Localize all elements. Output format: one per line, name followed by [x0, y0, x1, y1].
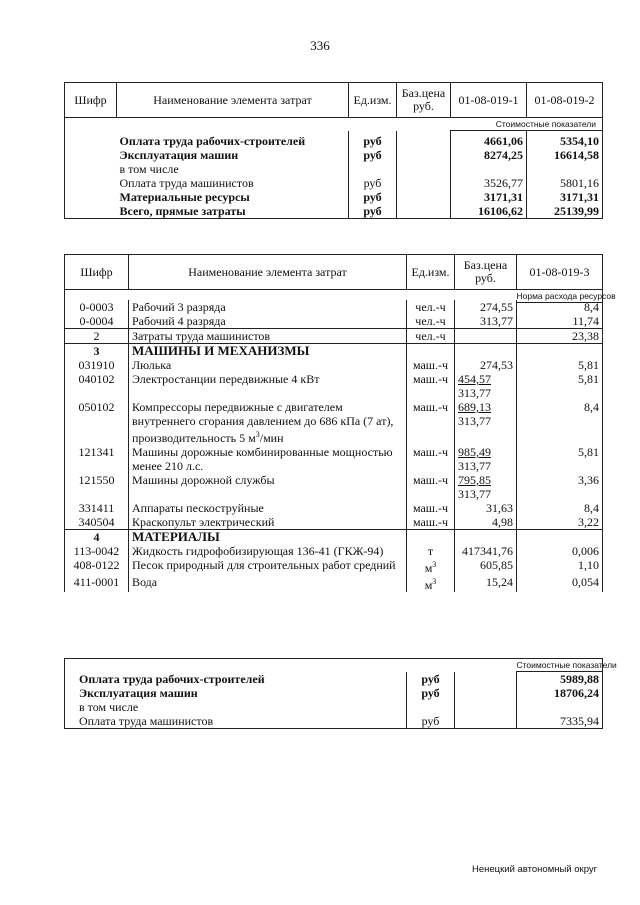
header-base-price: Баз.цена руб. — [397, 83, 451, 118]
row-name — [129, 501, 407, 515]
row-price — [455, 445, 517, 473]
row-unit — [407, 344, 455, 359]
row-price — [455, 473, 517, 501]
row-name — [129, 544, 407, 558]
resource-table-2-body — [64, 300, 603, 592]
row-price-primary: 985,49 — [458, 445, 491, 459]
table-row — [65, 714, 603, 729]
section-label-resources: Норма расхода ресурсов — [516, 291, 616, 301]
row-price — [455, 300, 517, 314]
row-value: 5,81 — [517, 372, 603, 400]
row-unit-text: т — [427, 544, 434, 558]
row-value: 18706,24 — [517, 686, 603, 700]
superscript: 3 — [432, 577, 437, 586]
row-price-primary: 31,63 — [486, 501, 513, 515]
row-name — [129, 314, 407, 329]
row-unit-text: маш.-ч — [412, 501, 449, 515]
header-code-019-1: 01-08-019-1 — [451, 83, 527, 118]
row-unit — [407, 473, 455, 501]
row-price-primary: 4,98 — [492, 515, 513, 529]
row-unit — [407, 575, 455, 592]
row-code: 031910 — [65, 358, 129, 372]
row-price-primary: 795,85 — [458, 473, 491, 487]
row-unit — [407, 314, 455, 329]
table-row — [65, 314, 603, 329]
row-value-2: 5354,10 — [527, 134, 603, 148]
row-name — [129, 473, 407, 501]
table1-header-row — [65, 83, 603, 118]
row-value: 11,74 — [517, 314, 603, 329]
section-label-row — [65, 659, 603, 672]
cost-table-2 — [64, 658, 617, 729]
row-name: в том числе — [65, 700, 407, 714]
table-row — [65, 515, 603, 530]
row-name-tail: /мин — [259, 431, 284, 445]
table2-header-row — [65, 255, 603, 290]
row-unit — [407, 501, 455, 515]
row-unit: руб — [349, 190, 397, 204]
row-value-1: 16106,62 — [451, 204, 527, 219]
row-value: 8,4 — [517, 501, 603, 515]
row-name-text: Рабочий 4 разряда — [132, 314, 226, 328]
table-row — [65, 700, 603, 714]
row-unit: руб — [349, 148, 397, 162]
row-price-primary: 313,77 — [480, 314, 513, 328]
row-name-text: Аппараты пескоструйные — [132, 501, 264, 515]
table-row — [65, 148, 603, 162]
table-row — [65, 344, 603, 359]
row-price — [455, 558, 517, 575]
superscript: 3 — [432, 560, 437, 569]
section-label-cost: Стоимостные показатели — [451, 118, 603, 131]
row-code: 040102 — [65, 372, 129, 400]
row-unit — [407, 358, 455, 372]
row-unit-text: м — [424, 561, 433, 575]
table-row — [65, 204, 603, 219]
table-row — [65, 558, 603, 575]
row-unit — [407, 300, 455, 314]
section-label-cost: Стоимостные показатели — [516, 660, 617, 670]
row-value: 1,10 — [517, 558, 603, 575]
row-name: Оплата труда рабочих-строителей — [119, 133, 306, 148]
row-price — [455, 530, 517, 545]
row-code: 121550 — [65, 473, 129, 501]
row-name — [129, 558, 407, 575]
row-value: 3,22 — [517, 515, 603, 530]
row-value-2: 16614,58 — [527, 148, 603, 162]
cost-table-1 — [64, 82, 603, 219]
row-value-2: 25139,99 — [527, 204, 603, 219]
row-name-text: МАШИНЫ И МЕХАНИЗМЫ — [132, 343, 310, 358]
row-code: 411-0001 — [65, 575, 129, 592]
row-value: 0,054 — [517, 575, 603, 592]
header-name: Наименование элемента затрат — [129, 255, 407, 290]
row-name: Эксплуатация машин — [119, 147, 239, 162]
row-unit-text: маш.-ч — [412, 358, 449, 372]
row-price-primary: 274,55 — [480, 300, 513, 314]
row-code: 4 — [65, 530, 129, 545]
row-code: 0-0004 — [65, 314, 129, 329]
row-unit-text: чел.-ч — [415, 329, 446, 343]
table-row — [65, 134, 603, 148]
row-name: в том числе — [119, 161, 179, 176]
row-unit — [407, 530, 455, 545]
row-name-text: Машины дорожные комбинированные мощностью менее 210 л.с. — [132, 445, 393, 473]
table-row — [65, 672, 603, 687]
row-unit — [407, 445, 455, 473]
row-price — [455, 544, 517, 558]
row-name — [129, 515, 407, 530]
row-value-2: 3171,31 — [527, 190, 603, 204]
row-price — [455, 400, 517, 445]
superscript: 3 — [255, 430, 260, 439]
row-name-text: Компрессоры передвижные с двигателем внутреннего сгорания давлением до 686 кПа (7 ат), производительность 5 м — [132, 400, 394, 445]
row-unit-text: маш.-ч — [412, 445, 449, 459]
row-unit: руб — [407, 686, 455, 700]
footer-region: Ненецкий автономный округ — [472, 864, 598, 875]
row-name — [129, 530, 407, 545]
row-price-secondary: 313,77 — [458, 487, 491, 501]
row-price-primary: 689,13 — [458, 400, 491, 414]
table-row — [65, 372, 603, 400]
row-code: 331411 — [65, 501, 129, 515]
row-value — [517, 700, 603, 714]
row-price-primary: 417341,76 — [462, 544, 513, 558]
row-unit-text: маш.-ч — [412, 400, 449, 414]
row-name — [129, 575, 407, 592]
table-row — [65, 358, 603, 372]
row-name-text: МАТЕРИАЛЫ — [132, 529, 220, 544]
row-unit — [407, 400, 455, 445]
row-price-primary: 15,24 — [486, 575, 513, 589]
row-unit — [407, 515, 455, 530]
row-name — [129, 372, 407, 400]
table-row — [65, 300, 603, 314]
header-unit: Ед.изм. — [349, 83, 397, 118]
table-row — [65, 445, 603, 473]
row-unit: руб — [407, 714, 455, 729]
row-value-1 — [451, 162, 527, 176]
header-code-019-3: 01-08-019-3 — [517, 255, 603, 290]
row-name — [129, 400, 407, 445]
row-code: 408-0122 — [65, 558, 129, 575]
table-row — [65, 176, 603, 190]
table-row — [65, 473, 603, 501]
header-base-price: Баз.цена руб. — [455, 255, 517, 290]
row-unit — [407, 700, 455, 714]
row-name: Оплата труда рабочих-строителей — [65, 672, 407, 687]
row-name: Всего, прямые затраты — [117, 204, 349, 219]
row-price-secondary: 313,77 — [458, 386, 491, 400]
row-value: 5,81 — [517, 445, 603, 473]
row-price — [455, 515, 517, 530]
row-unit-text: чел.-ч — [415, 300, 446, 314]
row-price-secondary: 313,77 — [458, 459, 491, 473]
table-row — [65, 329, 603, 344]
resource-table-2 — [64, 254, 616, 303]
row-value: 8,4 — [517, 400, 603, 445]
header-name: Наименование элемента затрат — [117, 83, 349, 118]
row-unit-text: м — [424, 578, 433, 592]
row-price-primary: 274,53 — [480, 358, 513, 372]
row-unit-text: маш.-ч — [412, 515, 449, 529]
row-name-text: Рабочий 3 разряда — [132, 300, 226, 314]
table-row — [65, 686, 603, 700]
row-value: 5,81 — [517, 358, 603, 372]
row-code: 121341 — [65, 445, 129, 473]
table-row — [65, 190, 603, 204]
row-price — [455, 344, 517, 359]
row-name: Материальные ресурсы — [119, 189, 250, 204]
row-name-text: Жидкость гидрофобизирующая 136-41 (ГКЖ-94) — [132, 544, 384, 558]
row-name-text: Вода — [132, 575, 158, 589]
row-price-secondary: 313,77 — [458, 414, 491, 428]
row-value: 0,006 — [517, 544, 603, 558]
row-unit-text: чел.-ч — [415, 314, 446, 328]
row-unit-text: маш.-ч — [412, 372, 449, 386]
row-code: 3 — [65, 344, 129, 359]
row-price-primary: 605,85 — [480, 558, 513, 572]
row-unit — [349, 162, 397, 176]
row-value-1: 3526,77 — [451, 176, 527, 190]
table-row — [65, 530, 603, 545]
row-name-text: Люлька — [132, 358, 172, 372]
row-price — [455, 575, 517, 592]
row-name: Оплата труда машинистов — [119, 175, 254, 190]
row-name: Оплата труда машинистов — [65, 714, 407, 729]
row-value: 7335,94 — [517, 714, 603, 729]
row-value: 5989,88 — [517, 672, 603, 687]
row-price — [455, 372, 517, 400]
row-unit — [407, 329, 455, 344]
row-code: 050102 — [65, 400, 129, 445]
row-value: 8,4 — [517, 300, 603, 314]
header-code: Шифр — [65, 83, 117, 118]
row-name — [129, 344, 407, 359]
row-price — [455, 358, 517, 372]
table-row — [65, 162, 603, 176]
row-unit — [407, 544, 455, 558]
row-name — [129, 445, 407, 473]
header-code: Шифр — [65, 255, 129, 290]
row-unit — [407, 372, 455, 400]
row-name: Эксплуатация машин — [65, 686, 407, 700]
row-name-text: Краскопульт электрический — [132, 515, 275, 529]
row-unit: руб — [349, 204, 397, 219]
table-row — [65, 575, 603, 592]
row-unit: руб — [349, 134, 397, 148]
row-code: 340504 — [65, 515, 129, 530]
row-name — [129, 300, 407, 314]
row-unit — [407, 558, 455, 575]
row-name-text: Затраты труда машинистов — [132, 329, 271, 343]
row-value — [517, 344, 603, 359]
row-value-1: 4661,06 — [451, 134, 527, 148]
row-price — [455, 314, 517, 329]
row-value: 23,38 — [517, 329, 603, 344]
row-code: 0-0003 — [65, 300, 129, 314]
row-price-primary: 454,57 — [458, 372, 491, 386]
row-value-1: 8274,25 — [451, 148, 527, 162]
row-value-2: 5801,16 — [527, 176, 603, 190]
row-unit: руб — [349, 176, 397, 190]
table-row — [65, 544, 603, 558]
table-row — [65, 400, 603, 445]
row-value-1: 3171,31 — [451, 190, 527, 204]
row-value-2 — [527, 162, 603, 176]
section-label-row — [65, 118, 603, 131]
row-unit: руб — [407, 672, 455, 687]
row-value: 3,36 — [517, 473, 603, 501]
row-name-text: Машины дорожной службы — [132, 473, 275, 487]
row-value — [517, 530, 603, 545]
row-unit-text: маш.-ч — [412, 473, 449, 487]
row-name-text: Песок природный для строительных работ средний — [132, 558, 396, 572]
row-code: 113-0042 — [65, 544, 129, 558]
page-number: 336 — [310, 38, 330, 53]
row-price — [455, 501, 517, 515]
header-code-019-2: 01-08-019-2 — [527, 83, 603, 118]
row-name-text: Электростанции передвижные 4 кВт — [132, 372, 320, 386]
table-row — [65, 501, 603, 515]
row-price — [455, 329, 517, 344]
row-name — [129, 358, 407, 372]
row-name — [129, 329, 407, 344]
row-code: 2 — [65, 329, 129, 344]
header-unit: Ед.изм. — [407, 255, 455, 290]
